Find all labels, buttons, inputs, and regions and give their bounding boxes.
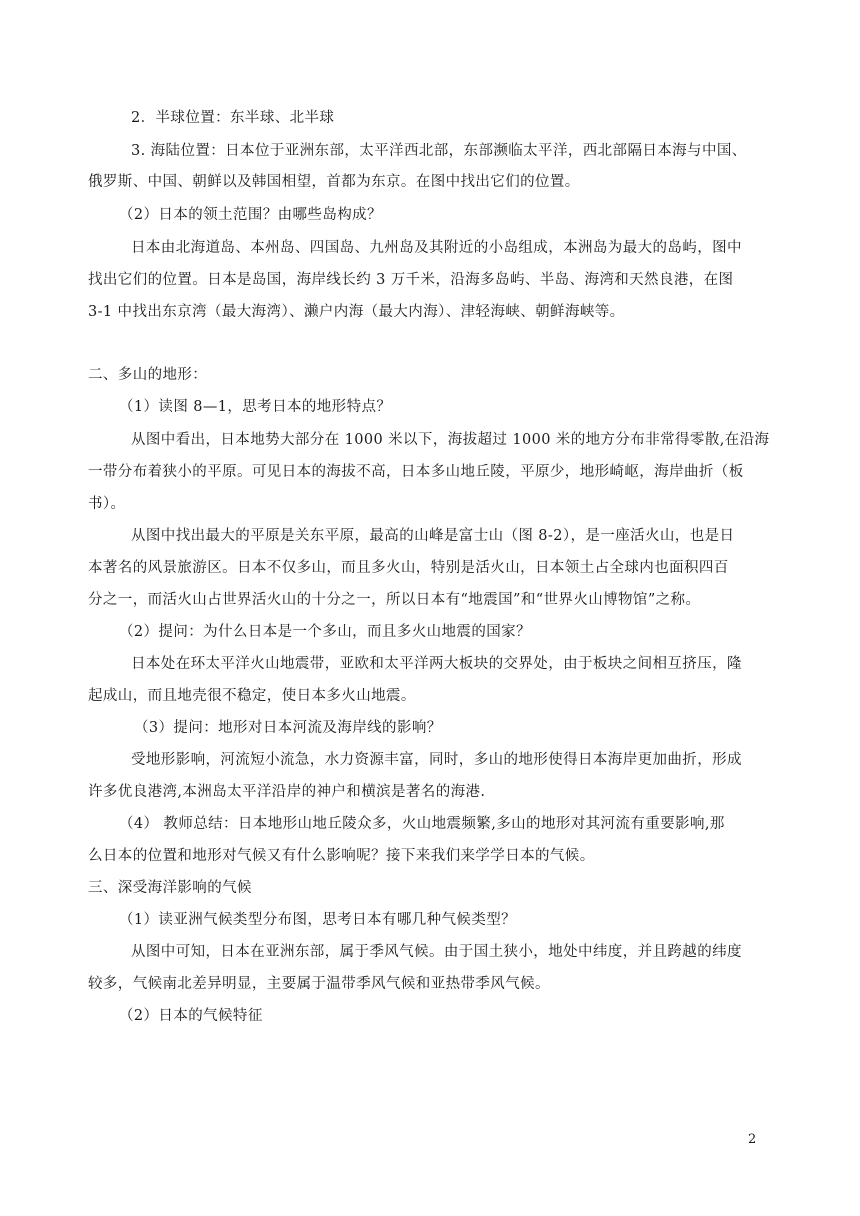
text-line: 受地形影响，河流短小流急，水力资源丰富，同时，多山的地形使得日本海岸更加曲折，形成 [131, 752, 742, 768]
text-line: 么日本的位置和地形对气候又有什么影响呢？接下来我们来学学日本的气候。 [88, 848, 595, 864]
text-line: 书）。 [88, 496, 126, 512]
text-line: （2）日本的领土范围？由哪些岛构成？ [119, 207, 382, 223]
text-line: 俄罗斯、中国、朝鲜以及韩国相望，首都为东京。在图中找出它们的位置。 [88, 174, 580, 190]
text-line: 从图中可知，日本在亚洲东部，属于季风气候。由于国土狭小，地处中纬度，并且跨越的纬度 [131, 944, 742, 960]
text-line: 本著名的风景旅游区。日本不仅多山，而且多火山，特别是活火山，日本领土占全球内也面积四百 [88, 560, 729, 576]
section-heading: 二、多山的地形： [88, 367, 208, 383]
text-line: 从图中找出最大的平原是关东平原，最高的山峰是富士山（图 8-2），是一座活火山，也是日 [131, 528, 735, 544]
text-line: 3. 海陆位置：日本位于亚洲东部，太平洋西北部，东部濒临太平洋，西北部隔日本海与中国、 [131, 143, 747, 159]
text-line: 起成山，而且地壳很不稳定，使日本多火山地震。 [88, 688, 416, 704]
text-line: 从图中看出，日本地势大部分在 1000 米以下，海拔超过 1000 米的地方分布非常得零散,在沿海 [131, 432, 770, 448]
text-line: （1）读亚洲气候类型分布图，思考日本有哪几种气候类型？ [119, 912, 517, 928]
text-line: （1）读图 8—1，思考日本的地形特点？ [119, 399, 392, 415]
text-line: 一带分布着狭小的平原。可见日本的海拔不高，日本多山地丘陵，平原少，地形崎岖，海岸曲折（板 [88, 464, 744, 480]
text-line: 找出它们的位置。日本是岛国，海岸线长约 3 万千米，沿海多岛屿、半岛、海湾和天然良港，在图 [88, 272, 734, 288]
text-line: 2．半球位置：东半球、北半球 [131, 110, 335, 126]
text-line: 3-1 中找出东京湾（最大海湾）、濑户内海（最大内海）、津轻海峡、朝鲜海峡等。 [88, 304, 625, 320]
page-number: 2 [748, 1132, 757, 1147]
text-line: 较多，气候南北差异明显，主要属于温带季风气候和亚热带季风气候。 [88, 976, 550, 992]
text-line: 日本处在环太平洋火山地震带，亚欧和太平洋两大板块的交界处，由于板块之间相互挤压，隆 [131, 656, 742, 672]
text-line: 分之一，而活火山占世界活火山的十分之一，所以日本有“地震国”和“世界火山博物馆”之称。 [88, 592, 701, 608]
text-line: （4） 教师总结：日本地形山地丘陵众多，火山地震频繁,多山的地形对其河流有重要影响,那 [119, 816, 725, 832]
text-line: 日本由北海道岛、本州岛、四国岛、九州岛及其附近的小岛组成，本洲岛为最大的岛屿，图中 [131, 240, 742, 256]
text-line: （2）日本的气候特征 [119, 1008, 263, 1024]
text-line: （2）提问：为什么日本是一个多山，而且多火山地震的国家？ [119, 624, 531, 640]
text-line: 许多优良港湾,本洲岛太平洋沿岸的神户和横滨是著名的海港. [88, 784, 486, 800]
text-line: （3）提问：地形对日本河流及海岸线的影响？ [134, 720, 442, 736]
section-heading: 三、深受海洋影响的气候 [88, 880, 252, 896]
